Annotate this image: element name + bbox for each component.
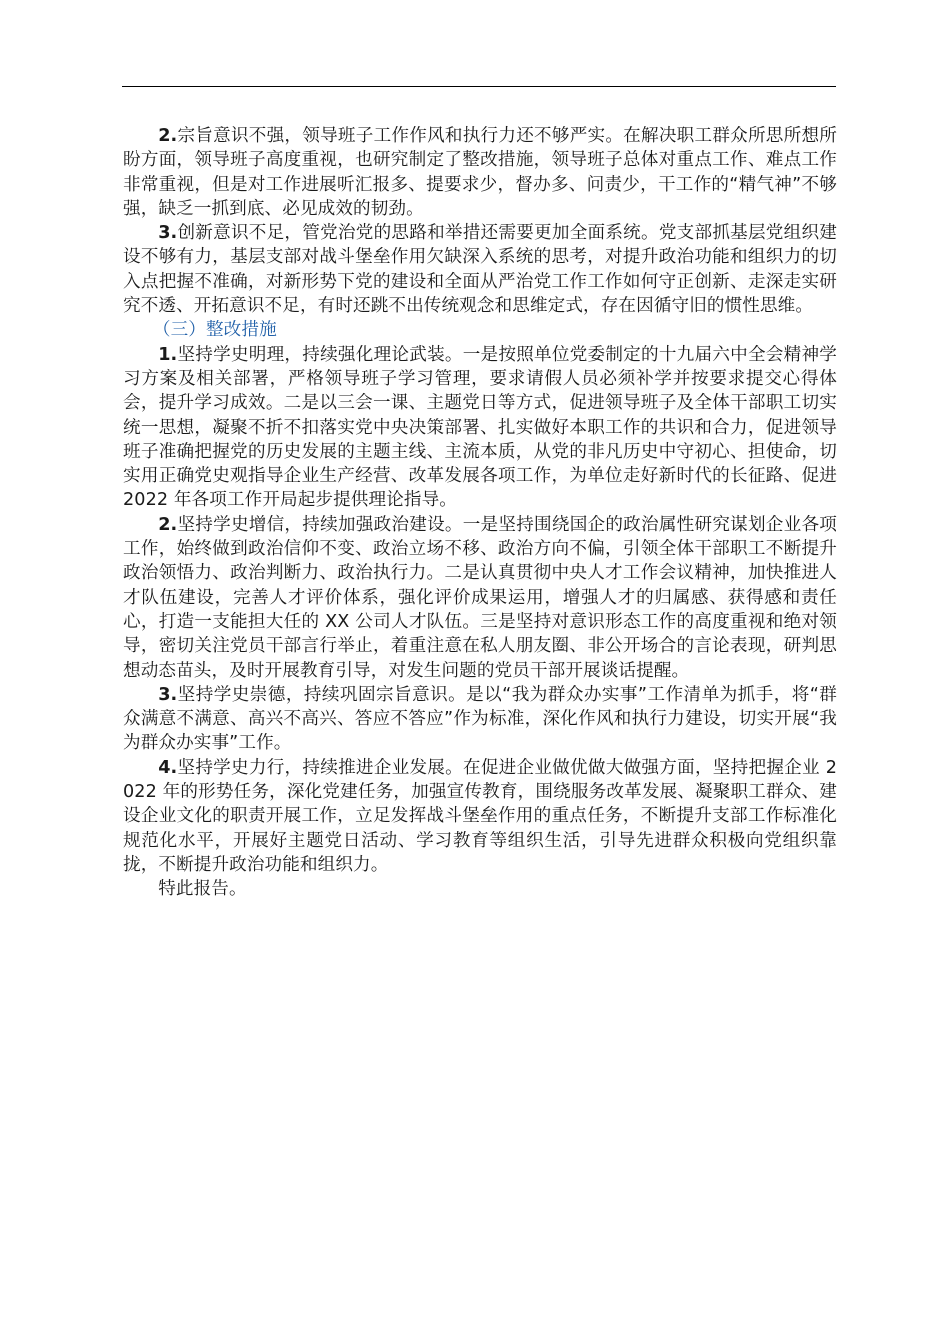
paragraph-number: 4. bbox=[158, 757, 178, 778]
document-body bbox=[123, 124, 837, 902]
paragraph-item-2 bbox=[123, 124, 837, 221]
paragraph-number: 3. bbox=[158, 223, 178, 244]
paragraph-text: 宗旨意识不强，领导班子工作作风和执行力还不够严实。在解决职工群众所思所想所盼方面，领导班子高度重视，也研究制定了整改措施，领导班子总体对重点工作、难点工作非常重视，但是对工作进展听汇报多、提要求少，督办多、问责少，干工作的“精气神”不够强，缺乏一抓到底、必见成效的韧劲。 bbox=[123, 126, 837, 219]
paragraph-number: 3. bbox=[158, 684, 178, 705]
paragraph-text: 创新意识不足，管党治党的思路和举措还需要更加全面系统。党支部抓基层党组织建设不够有力，基层支部对战斗堡垒作用欠缺深入系统的思考，对提升政治功能和组织力的切入点把握不准确，对新形势下党的建设和全面从严治党工作工作如何守正创新、走深走实研究不透、开拓意识不足，有时还跳不出传统观念和思维定式，存在因循守旧的惯性思维。 bbox=[123, 223, 837, 317]
paragraph-text: 坚持学史增信，持续加强政治建设。一是坚持围绕国企的政治属性研究谋划企业各项工作，始终做到政治信仰不变、政治立场不移、政治方向不偏，引领全体干部职工不断提升政治领悟力、政治判断力、政治执行力。二是认真贯彻中央人才工作会议精神，加快推进人才队伍建设，完善人才评价体系，强化评价成果运用，增强人才的归属感、获得感和责任心，打造一支能担大任的 XX 公司人才队伍。三是坚持对意识形态工作的高度重视和绝对领导，密切关注党员干部言行举止，着重注意在私人朋友圈、非公开场合的言论表现，研判思想动态苗头，及时开展教育引导，对发生问题的党员干部开展谈话提醒。 bbox=[123, 514, 837, 681]
paragraph-text: 坚持学史明理，持续强化理论武装。一是按照单位党委制定的十九届六中全会精神学习方案及相关部署，严格领导班子学习管理，要求请假人员必须补学并按要求提交心得体会，提升学习成效。二是以三会一课、主题党日等方式，促进领导班子及全体干部职工切实统一思想，凝聚不折不扣落实党中央决策部署、扎实做好本职工作的共识和合力，促进领导班子准确把握党的历史发展的主题主线、主流本质，从党的非凡历史中守初心、担使命，切实用正确党史观指导企业生产经营、改革发展各项工作，为单位走好新时代的长征路、促进 2022 年各项工作开局起步提供理论指导。 bbox=[123, 344, 837, 511]
header-rule bbox=[122, 86, 836, 87]
paragraph-text: 坚持学史力行，持续推进企业发展。在促进企业做优做大做强方面，坚持把握企业 2022 年的形势任务，深化党建任务，加强宣传教育，围绕服务改革发展、凝聚职工群众、建设企业文化的职责开展工作，立足发挥战斗堡垒作用的重点任务，不断提升支部工作标准化规范化水平，开展好主题党日活动、学习教育等组织生活，引导先进群众积极向党组织靠拢，不断提升政治功能和组织力。 bbox=[123, 757, 837, 875]
paragraph-text: 坚持学史崇德，持续巩固宗旨意识。是以“我为群众办实事”工作清单为抓手，将“群众满意不满意、高兴不高兴、答应不答应”作为标准，深化作风和执行力建设，切实开展“我为群众办实事”工作。 bbox=[123, 684, 837, 754]
paragraph-item-3 bbox=[123, 221, 837, 318]
measure-item-3 bbox=[123, 683, 837, 756]
paragraph-number: 2. bbox=[158, 514, 178, 535]
paragraph-number: 1. bbox=[158, 344, 178, 365]
measure-item-2 bbox=[123, 513, 837, 683]
measure-item-4 bbox=[123, 756, 837, 877]
closing-line: 特此报告。 bbox=[158, 879, 247, 900]
section-heading: （三）整改措施 bbox=[152, 320, 277, 341]
measure-item-1 bbox=[123, 343, 837, 513]
paragraph-number: 2. bbox=[158, 126, 178, 146]
